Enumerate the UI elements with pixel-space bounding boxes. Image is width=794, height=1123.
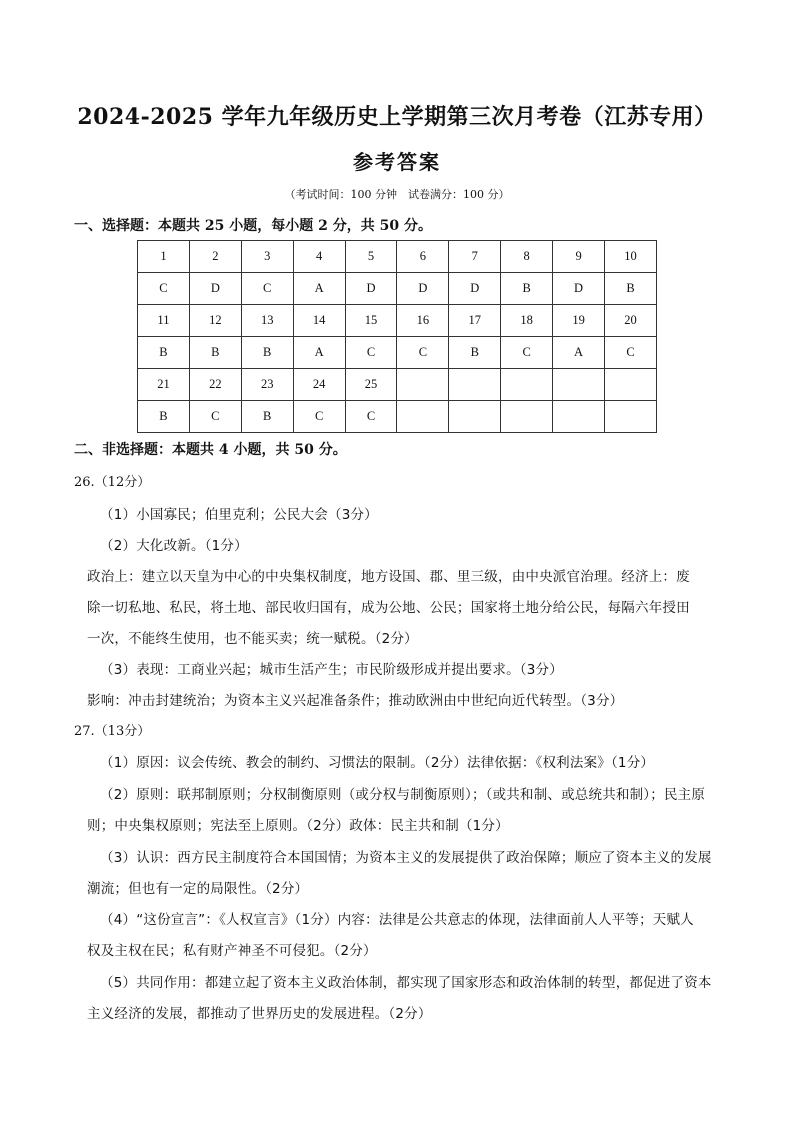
answer-cell: C	[605, 337, 657, 369]
answer-cell: B	[605, 273, 657, 305]
section-2-heading: 二、非选择题：本题共 4 小题，共 50 分。	[74, 442, 347, 458]
q26-line: 除一切私地、私民，将土地、部民收归国有，成为公地、公民；国家将土地分给公民，每隔六年授田	[87, 600, 690, 616]
question-number-cell	[553, 369, 605, 401]
q27-line: （5）共同作用：都建立起了资本主义政治体制，都实现了国家形态和政治体制的转型，都促进了资本	[100, 975, 712, 991]
q26-line: （2）大化改新。（1分）	[100, 538, 248, 554]
question-number-cell	[397, 369, 449, 401]
question-number-cell	[605, 369, 657, 401]
question-number-cell	[449, 369, 501, 401]
answer-cell: D	[345, 273, 397, 305]
answer-cell: B	[501, 273, 553, 305]
answer-cell: C	[501, 337, 553, 369]
exam-info: （考试时间：100 分钟 试卷满分：100 分）	[284, 188, 510, 201]
question-number-row	[138, 305, 657, 337]
question-number-cell	[501, 369, 553, 401]
answer-cell	[397, 401, 449, 433]
answer-cell: B	[189, 337, 241, 369]
answer-cell: A	[293, 273, 345, 305]
answer-cell: C	[138, 273, 190, 305]
q27-line: 则；中央集权原则；宪法至上原则。（2分）政体：民主共和制（1分）	[87, 818, 509, 834]
section-1-heading: 一、选择题：本题共 25 小题，每小题 2 分，共 50 分。	[74, 218, 432, 234]
q26-line: 政治上：建立以天皇为中心的中央集权制度，地方设国、郡、里三级，由中央派官治理。经济上：废	[87, 569, 690, 585]
answer-cell: C	[293, 401, 345, 433]
answer-cell	[605, 401, 657, 433]
question-number-cell: 19	[553, 305, 605, 337]
q26-line: （3）表现：工商业兴起；城市生活产生；市民阶级形成并提出要求。（3分）	[100, 662, 563, 678]
question-number-cell: 20	[605, 305, 657, 337]
q27-line: 权及主权在民；私有财产神圣不可侵犯。（2分）	[87, 943, 377, 959]
answer-cell: C	[345, 337, 397, 369]
page-subtitle: 参考答案	[353, 150, 441, 174]
question-number-cell: 23	[241, 369, 293, 401]
question-number-cell: 12	[189, 305, 241, 337]
q27-line: （4）“这份宣言”：《人权宣言》（1分）内容：法律是公共意志的体现，法律面前人人平等；天赋人	[100, 912, 694, 928]
question-number-cell: 16	[397, 305, 449, 337]
question-number-cell: 15	[345, 305, 397, 337]
answer-cell: D	[449, 273, 501, 305]
q27-line: （2）原则：联邦制原则；分权制衡原则（或分权与制衡原则）；（或共和制、或总统共和制）；民主原	[100, 787, 706, 803]
answer-cell	[449, 401, 501, 433]
question-number-cell: 7	[449, 241, 501, 273]
answer-cell: B	[138, 401, 190, 433]
question-number-cell: 2	[189, 241, 241, 273]
question-number-cell: 4	[293, 241, 345, 273]
question-number-cell: 13	[241, 305, 293, 337]
answer-cell: B	[138, 337, 190, 369]
question-number-cell: 21	[138, 369, 190, 401]
q27-line: 潮流；但也有一定的局限性。（2分）	[87, 881, 309, 897]
answer-cell	[501, 401, 553, 433]
answer-cell: B	[241, 401, 293, 433]
q26-line: （1）小国寡民；伯里克利；公民大会（3分）	[100, 507, 378, 523]
question-number-cell: 17	[449, 305, 501, 337]
q27-line: 主义经济的发展，都推动了世界历史的发展进程。（2分）	[87, 1006, 432, 1022]
question-number-cell: 25	[345, 369, 397, 401]
question-number-cell: 1	[138, 241, 190, 273]
question-number-cell: 8	[501, 241, 553, 273]
answer-cell: C	[345, 401, 397, 433]
answer-cell: D	[397, 273, 449, 305]
question-number-cell: 11	[138, 305, 190, 337]
question-number-row	[138, 241, 657, 273]
question-number-cell: 9	[553, 241, 605, 273]
q27-line: （1）原因：议会传统、教会的制约、习惯法的限制。（2分）法律依据：《权利法案》（1分）	[100, 755, 655, 771]
page-title: 2024-2025 学年九年级历史上学期第三次月考卷（江苏专用）	[77, 104, 717, 130]
question-27-heading: 27.（13分）	[74, 724, 151, 739]
q26-line: 一次，不能终生使用，也不能买卖；统一赋税。（2分）	[87, 631, 418, 647]
answer-cell: B	[241, 337, 293, 369]
question-number-cell: 6	[397, 241, 449, 273]
question-number-cell: 5	[345, 241, 397, 273]
question-26-heading: 26.（12分）	[74, 475, 151, 490]
answer-cell: C	[397, 337, 449, 369]
answer-cell: D	[189, 273, 241, 305]
question-number-row	[138, 369, 657, 401]
answer-cell: A	[293, 337, 345, 369]
answer-row	[138, 273, 657, 305]
answer-cell: B	[449, 337, 501, 369]
answer-row	[138, 337, 657, 369]
answer-cell	[553, 401, 605, 433]
question-number-cell: 10	[605, 241, 657, 273]
q27-line: （3）认识：西方民主制度符合本国国情；为资本主义的发展提供了政治保障；顺应了资本主义的发展	[100, 850, 712, 866]
q26-line: 影响：冲击封建统治；为资本主义兴起准备条件；推动欧洲由中世纪向近代转型。（3分）	[87, 693, 624, 709]
question-number-cell: 24	[293, 369, 345, 401]
answer-cell: C	[241, 273, 293, 305]
answer-cell: A	[553, 337, 605, 369]
question-number-cell: 22	[189, 369, 241, 401]
answer-cell: C	[189, 401, 241, 433]
question-number-cell: 14	[293, 305, 345, 337]
question-number-cell: 18	[501, 305, 553, 337]
answer-row	[138, 401, 657, 433]
question-number-cell: 3	[241, 241, 293, 273]
answer-table	[137, 240, 657, 433]
answer-cell: D	[553, 273, 605, 305]
